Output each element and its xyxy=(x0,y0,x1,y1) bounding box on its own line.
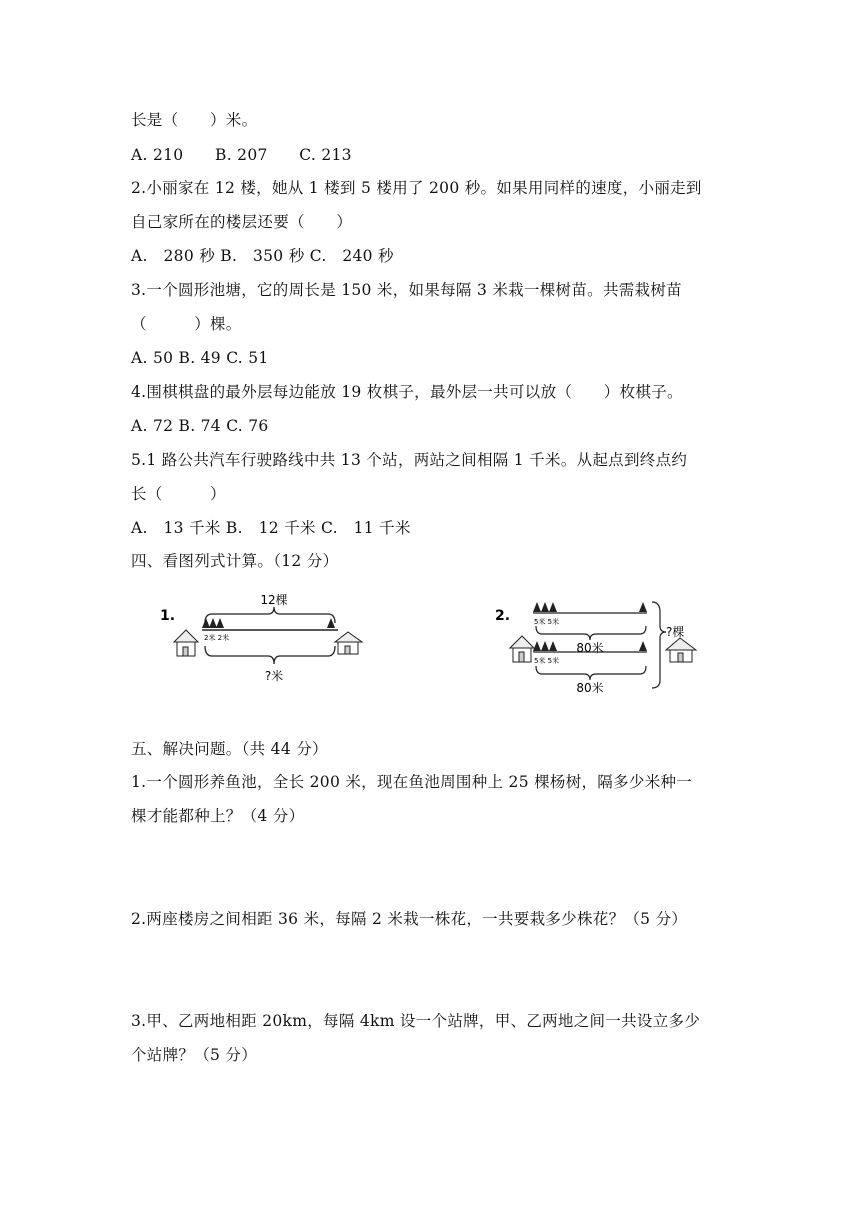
fig2-length-label: 80米 xyxy=(576,641,604,655)
figure-1-number: 1. xyxy=(160,608,176,624)
house-icon xyxy=(335,632,362,654)
options-q2: A. 280 秒 B. 350 秒 C. 240 秒 xyxy=(131,247,394,265)
fig2-bottom-brace xyxy=(536,666,646,680)
question-3-line-1: 3.一个圆形池塘，它的周长是 150 米，如果每隔 3 米栽一棵树苗。共需栽树苗 xyxy=(131,281,682,299)
problem-1-line-2: 棵才能都种上？（4 分） xyxy=(131,807,305,825)
figure-2-diagram xyxy=(490,590,730,700)
bottom-brace xyxy=(205,646,335,664)
fig1-spacing-label: 2米 2米 xyxy=(204,634,230,642)
question-tail: 长是（ ）米。 xyxy=(131,111,258,129)
question-5-line-2: 长（ ） xyxy=(131,485,226,503)
house-icon xyxy=(510,636,534,662)
fig2-bottom-label: 80米 xyxy=(576,681,604,695)
fig2-spacing-label-bottom: 5米 5米 xyxy=(534,657,560,665)
options-q4: A. 72 B. 74 C. 76 xyxy=(131,417,269,435)
house-icon xyxy=(666,638,696,662)
problem-3-line-2: 个站牌？（5 分） xyxy=(131,1046,257,1064)
house-icon xyxy=(174,630,198,656)
problem-3-line-1: 3.甲、乙两地相距 20km，每隔 4km 设一个站牌，甲、乙两地之间一共设立多少 xyxy=(131,1012,701,1030)
fig2-side-label: ?棵 xyxy=(666,625,685,639)
section-4-title: 四、看图列式计算。（12 分） xyxy=(131,552,339,570)
options-q5: A. 13 千米 B. 12 千米 C. 11 千米 xyxy=(131,519,411,537)
top-brace xyxy=(205,607,335,623)
section-5-title: 五、解决问题。（共 44 分） xyxy=(131,740,328,758)
problem-2-line-1: 2.两座楼房之间相距 36 米，每隔 2 米栽一株花，一共要栽多少株花？（5 分） xyxy=(131,910,688,928)
fig2-upper-brace xyxy=(536,626,646,640)
options-q3: A. 50 B. 49 C. 51 xyxy=(131,349,269,367)
question-2-line-1: 2.小丽家在 12 楼，她从 1 楼到 5 楼用了 200 秒。如果用同样的速度，小丽走到 xyxy=(131,179,702,197)
question-2-line-2: 自己家所在的楼层还要（ ） xyxy=(131,213,353,231)
figure-1-diagram xyxy=(150,590,380,690)
question-3-line-2: （ ）棵。 xyxy=(131,315,242,333)
tree-icon xyxy=(202,618,335,628)
options-q1: A. 210 B. 207 C. 213 xyxy=(131,146,352,164)
question-4-line-1: 4.围棋棋盘的最外层每边能放 19 枚棋子，最外层一共可以放（ ）枚棋子。 xyxy=(131,383,683,401)
fig1-top-label: 12棵 xyxy=(260,593,288,607)
question-5-line-1: 5.1 路公共汽车行驶路线中共 13 个站，两站之间相隔 1 千米。从起点到终点约 xyxy=(131,451,688,469)
tree-icon xyxy=(533,602,647,612)
figure-2-number: 2. xyxy=(495,608,511,624)
fig2-side-brace xyxy=(652,602,666,688)
problem-1-line-1: 1.一个圆形养鱼池，全长 200 米，现在鱼池周围种上 25 棵杨树，隔多少米种一 xyxy=(131,773,693,791)
fig2-spacing-label-top: 5米 5米 xyxy=(534,618,560,626)
fig1-bottom-label: ?米 xyxy=(264,669,284,683)
